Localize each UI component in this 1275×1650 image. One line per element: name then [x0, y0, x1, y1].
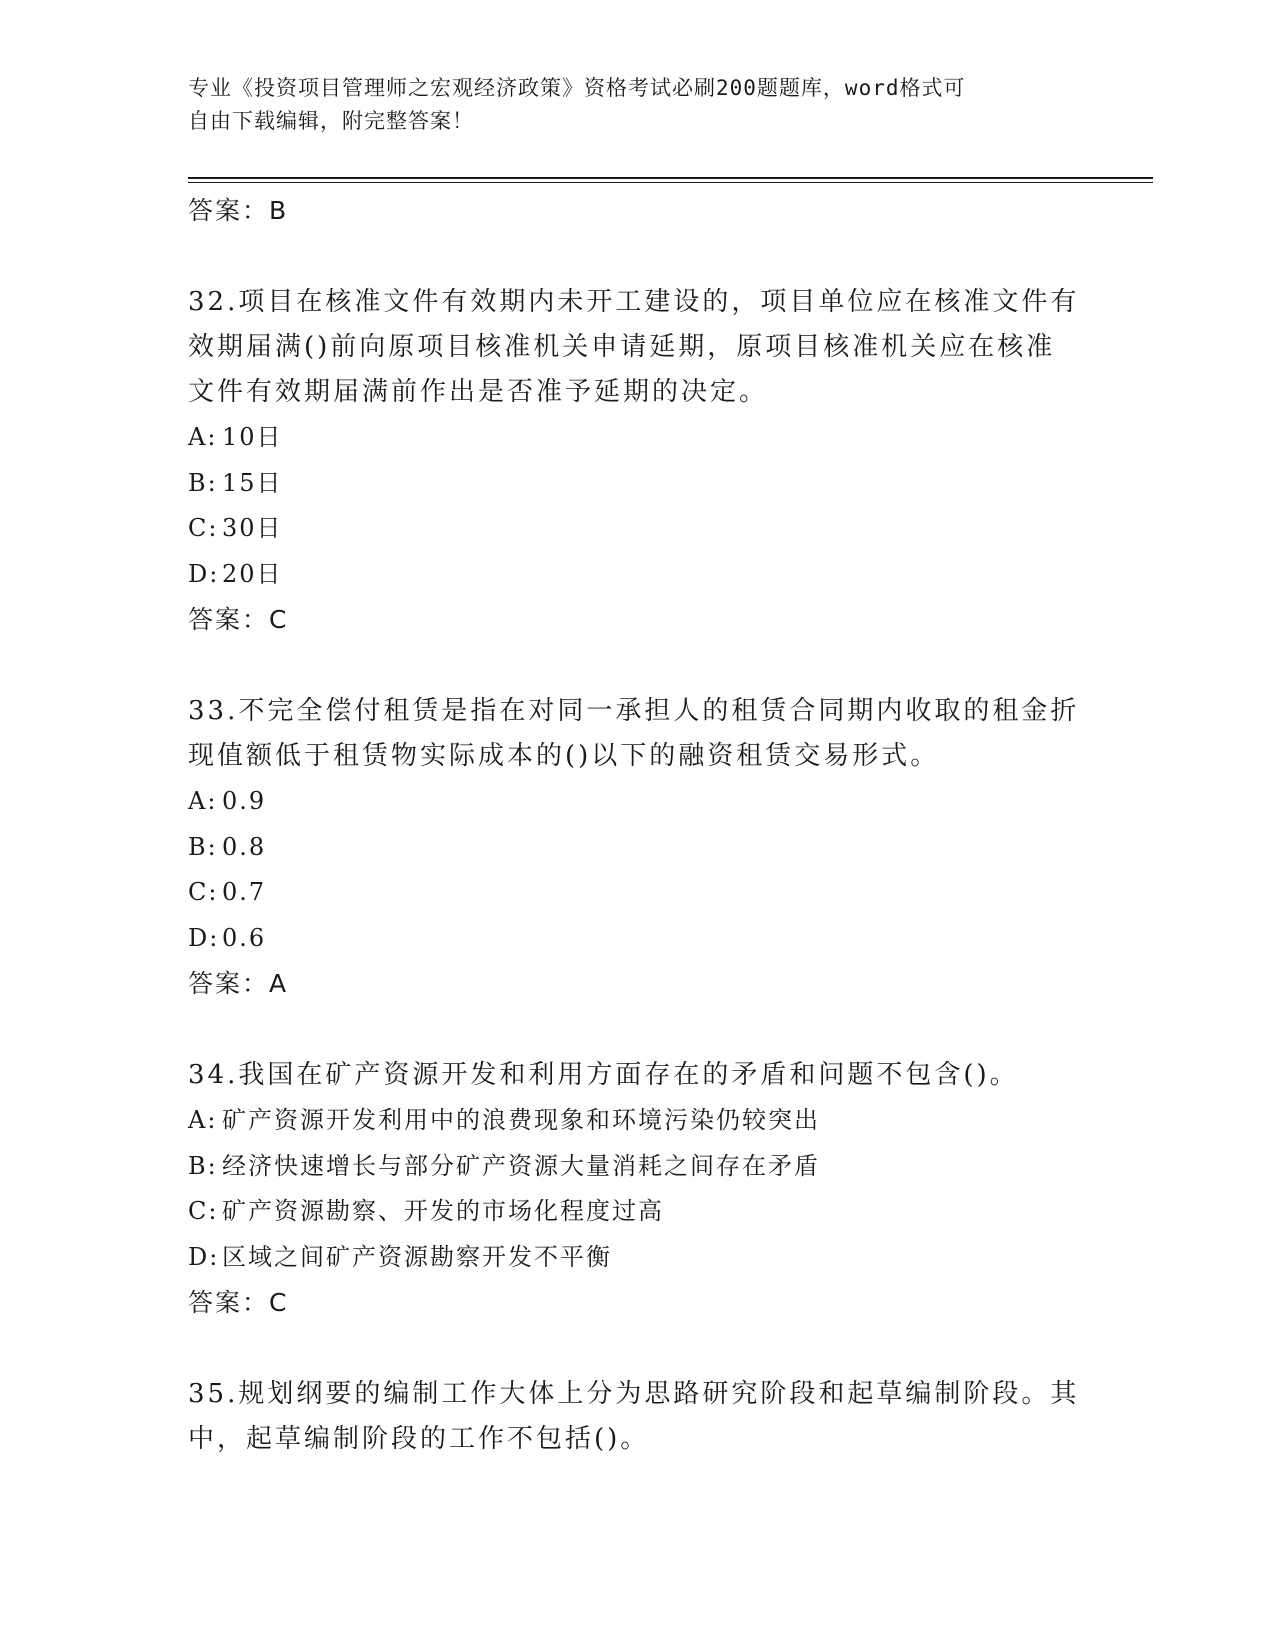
question-list	[188, 188, 1088, 1462]
option-b	[188, 1144, 1088, 1190]
option-a	[188, 415, 1088, 461]
option-text: 20日	[222, 559, 283, 588]
page-header	[188, 72, 1068, 138]
option-b	[188, 461, 1088, 507]
answer-32: 答案：C	[188, 605, 289, 634]
option-text: 矿产资源勘察、开发的市场化程度过高	[222, 1197, 664, 1225]
question-33	[188, 689, 1088, 1007]
option-letter: A:	[188, 1106, 218, 1134]
option-letter: D:	[188, 559, 220, 588]
header-rule-thin	[188, 182, 1153, 183]
option-d	[188, 552, 1088, 598]
option-letter: D:	[188, 923, 220, 952]
option-letter: B:	[188, 1151, 218, 1180]
option-letter: D:	[188, 1242, 220, 1271]
question-text-line: 现值额低于租赁物实际成本的()以下的融资租赁交易形式。	[188, 741, 940, 771]
answer-31: 答案：B	[188, 196, 289, 225]
question-text-line: 文件有效期届满前作出是否准予延期的决定。	[188, 377, 769, 407]
question-text-line: 34.我国在矿产资源开发和利用方面存在的矛盾和问题不包含()。	[188, 1060, 1019, 1090]
option-c	[188, 506, 1088, 552]
question-34	[188, 1053, 1088, 1326]
option-text: 10日	[222, 423, 283, 451]
answer-34: 答案：C	[188, 1288, 289, 1317]
question-text-line: 35.规划纲要的编制工作大体上分为思路研究阶段和起草编制阶段。其	[188, 1379, 1080, 1409]
option-letter: C:	[188, 514, 219, 542]
option-letter: C:	[188, 878, 219, 906]
option-letter: B:	[188, 832, 218, 861]
option-text: 0.8	[222, 832, 267, 861]
header-rule-thick	[188, 177, 1153, 179]
question-32	[188, 280, 1088, 643]
option-d	[188, 916, 1088, 962]
option-letter: A:	[188, 423, 218, 451]
option-letter: B:	[188, 468, 218, 497]
header-line-2: 自由下载编辑，附完整答案！	[188, 109, 474, 133]
question-text-line: 中，起草编制阶段的工作不包括()。	[188, 1424, 650, 1454]
option-text: 0.9	[222, 787, 267, 815]
answer-33: 答案：A	[188, 969, 289, 998]
option-text: 30日	[222, 514, 283, 542]
option-c	[188, 870, 1088, 916]
question-text-line: 33.不完全偿付租赁是指在对同一承担人的租赁合同期内收取的租金折	[188, 696, 1080, 726]
option-text: 0.7	[222, 878, 267, 906]
option-letter: A:	[188, 787, 218, 815]
option-a	[188, 779, 1088, 825]
question-text-line: 效期届满()前向原项目核准机关申请延期，原项目核准机关应在核准	[188, 332, 1056, 362]
option-text: 矿产资源开发利用中的浪费现象和环境污染仍较突出	[222, 1106, 820, 1134]
option-text: 0.6	[222, 923, 267, 952]
option-text: 经济快速增长与部分矿产资源大量消耗之间存在矛盾	[222, 1151, 820, 1180]
option-c	[188, 1189, 1088, 1235]
question-35	[188, 1372, 1088, 1462]
option-text: 15日	[222, 468, 283, 497]
option-text: 区域之间矿产资源勘察开发不平衡	[222, 1242, 612, 1271]
option-a	[188, 1098, 1088, 1144]
header-line-1: 专业《投资项目管理师之宏观经济政策》资格考试必刷200题题库，word格式可	[188, 76, 966, 100]
option-b	[188, 825, 1088, 871]
option-d	[188, 1235, 1088, 1281]
option-letter: C:	[188, 1197, 219, 1225]
question-text-line: 32.项目在核准文件有效期内未开工建设的，项目单位应在核准文件有	[188, 287, 1080, 317]
